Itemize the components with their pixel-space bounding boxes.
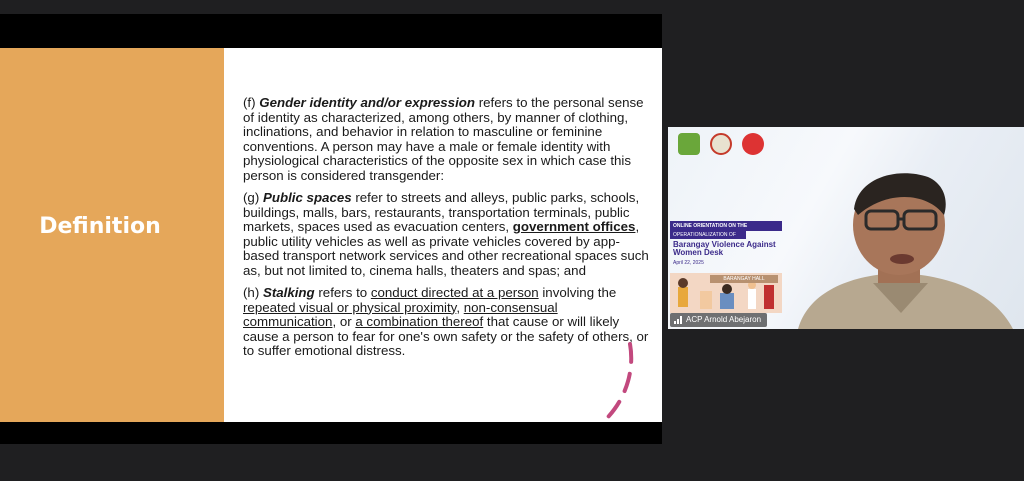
barangay-hall-illustration (670, 273, 782, 313)
item-underline: repeated visual or physical proximity (243, 299, 457, 315)
item-underline: a combination thereof (355, 314, 484, 329)
municipal-seal-icon (678, 133, 700, 155)
item-text: , public utility vehicles as well as private vehicles covered by app-based transport network services and other recreational spaces such as, but not limited to, cinema halls, theaters and spas; and (243, 219, 649, 278)
dilg-seal-icon (710, 133, 732, 155)
participant-name-tag (670, 313, 767, 327)
banner-title: Barangay Violence Against Women Desk (673, 240, 776, 257)
participant-name: ACP Arnold Abejaron (686, 315, 762, 324)
item-prefix: (f) (243, 95, 260, 110)
presentation-slide (0, 48, 662, 422)
item-text: involving the (538, 285, 617, 300)
item-text: , (456, 299, 464, 315)
item-term: Public spaces (262, 190, 352, 205)
definition-item-g (243, 191, 653, 278)
slide-section-title: Definition (39, 214, 161, 239)
item-text: refer to streets and alleys, public parks, schools, buildings, malls, bars, restaurants, transportation terminals, public markets, spaces used as evacuation centers, (243, 190, 640, 234)
item-underline: non-consensual communication (243, 299, 558, 329)
item-term: Gender identity and/or expression (259, 95, 476, 110)
bagong-pilipinas-logo-icon (742, 133, 764, 155)
hall-sign: BARANGAY HALL (710, 275, 778, 283)
item-text: , or (332, 314, 356, 329)
item-prefix: (g) (243, 190, 263, 205)
item-underline: conduct directed at a person (370, 285, 539, 300)
connection-signal-icon (674, 316, 682, 324)
banner-date: April 22, 2025 (673, 260, 704, 266)
participant-video-feed (778, 163, 1024, 329)
banner-line: ONLINE ORIENTATION ON THE (670, 221, 782, 231)
virtual-background-banner (670, 221, 782, 267)
banner-line: OPERATIONALIZATION OF (670, 231, 746, 239)
participant-video-tile[interactable] (668, 127, 1024, 329)
item-text: refers to (314, 285, 371, 300)
item-text: that cause or will likely cause a person to fear for one's own safety or the safety of others, or to suffer emotional distress. (243, 314, 649, 358)
item-prefix: (h) (243, 285, 263, 300)
annotation-swoosh (510, 338, 650, 422)
definition-item-f (243, 96, 653, 183)
item-emphasis: government offices (512, 219, 636, 234)
slide-side-panel (0, 48, 224, 422)
slide-body (243, 96, 653, 367)
org-logos (678, 133, 764, 155)
item-text: refers to the personal sense of identity as characterized, among others, by manner of clothing, inclinations, and behavior in relation to masculine or feminine conventions. A person may have a male or female identity with physiological characteristics of the opposite sex in which case this person is considered transgender: (243, 95, 644, 183)
item-term: Stalking (262, 285, 315, 300)
